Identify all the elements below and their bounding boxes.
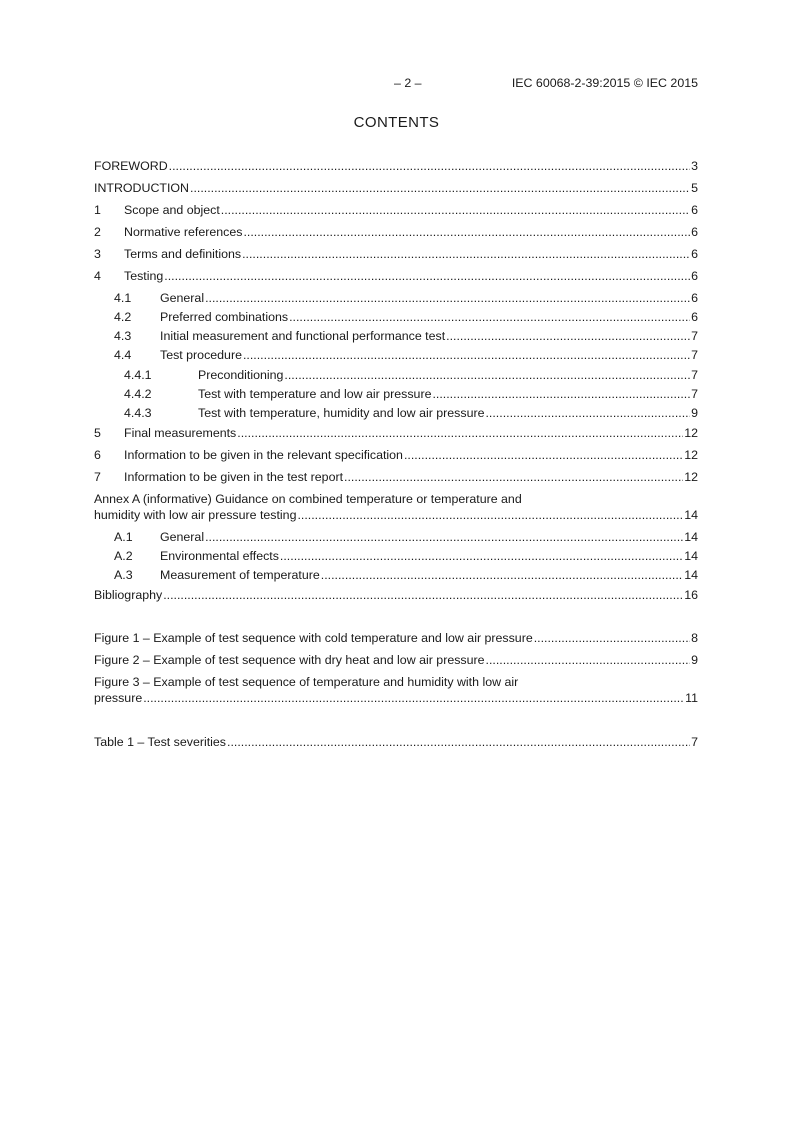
toc-entry-page: 12 bbox=[684, 470, 698, 484]
toc-entry-page: 9 bbox=[691, 406, 698, 420]
toc-leader-dots bbox=[143, 690, 684, 706]
page-number: – 2 – bbox=[394, 76, 422, 90]
toc-entry-foreword[interactable] bbox=[94, 158, 698, 174]
toc-entry-page: 7 bbox=[691, 348, 698, 362]
toc-entry-title: Bibliography bbox=[94, 588, 163, 602]
toc-entry-number: 4.1 bbox=[114, 291, 132, 305]
figure-entry-page: 9 bbox=[691, 653, 698, 667]
toc-entry-test-report[interactable] bbox=[94, 469, 698, 485]
list-of-tables-entry-1[interactable] bbox=[94, 734, 698, 750]
toc-entry-test-temperature-low-pressure[interactable] bbox=[124, 386, 698, 402]
toc-entry-number: 4 bbox=[94, 269, 101, 283]
toc-entry-number: 1 bbox=[94, 203, 101, 217]
toc-entry-title: humidity with low air pressure testing bbox=[94, 508, 297, 522]
toc-entry-title: Information to be given in the relevant specification bbox=[124, 448, 403, 462]
toc-entry-page: 7 bbox=[691, 368, 698, 382]
toc-entry-page: 14 bbox=[684, 549, 698, 563]
toc-leader-dots bbox=[205, 529, 683, 545]
toc-leader-dots bbox=[486, 652, 691, 668]
toc-entry-title: Information to be given in the test report bbox=[124, 470, 344, 484]
toc-entry-scope[interactable] bbox=[94, 202, 698, 218]
toc-entry-title: Environmental effects bbox=[160, 549, 279, 563]
toc-entry-page: 12 bbox=[684, 448, 698, 462]
toc-leader-dots bbox=[485, 405, 690, 421]
toc-entry-bibliography[interactable] bbox=[94, 587, 698, 603]
toc-entry-number: A.3 bbox=[114, 568, 133, 582]
toc-entry-number: 6 bbox=[94, 448, 101, 462]
table-entry-title: Table 1 – Test severities bbox=[94, 735, 227, 749]
page-header bbox=[94, 76, 698, 92]
document-reference: IEC 60068-2-39:2015 © IEC 2015 bbox=[511, 76, 698, 90]
toc-leader-dots bbox=[190, 180, 690, 196]
toc-entry-title: Scope and object bbox=[124, 203, 220, 217]
toc-entry-page: 6 bbox=[691, 203, 698, 217]
toc-entry-page: 14 bbox=[684, 508, 698, 522]
figure-entry-title: pressure bbox=[94, 691, 143, 705]
toc-entry-page: 5 bbox=[691, 181, 698, 195]
toc-entry-page: 7 bbox=[691, 329, 698, 343]
toc-entry-page: 3 bbox=[691, 159, 698, 173]
toc-entry-final-measurements[interactable] bbox=[94, 425, 698, 441]
toc-entry-terms[interactable] bbox=[94, 246, 698, 262]
toc-leader-dots bbox=[404, 447, 683, 463]
toc-entry-page: 7 bbox=[691, 387, 698, 401]
toc-leader-dots bbox=[284, 367, 690, 383]
toc-entry-preconditioning[interactable] bbox=[124, 367, 698, 383]
toc-entry-normative-references[interactable] bbox=[94, 224, 698, 240]
toc-entry-page: 6 bbox=[691, 269, 698, 283]
toc-entry-page: 6 bbox=[691, 225, 698, 239]
toc-leader-dots bbox=[446, 328, 690, 344]
toc-entry-preferred-combinations[interactable] bbox=[114, 309, 698, 325]
toc-leader-dots bbox=[205, 290, 690, 306]
toc-entry-number: A.2 bbox=[114, 549, 133, 563]
toc-leader-dots bbox=[344, 469, 683, 485]
toc-leader-dots bbox=[163, 587, 683, 603]
toc-entry-number: 4.3 bbox=[114, 329, 132, 343]
toc-entry-general[interactable] bbox=[114, 290, 698, 306]
toc-entry-title: Normative references bbox=[124, 225, 243, 239]
toc-entry-annex-a-line1[interactable]: Annex A (informative) Guidance on combined temperature or temperature and bbox=[94, 492, 522, 506]
toc-entry-number: 4.4 bbox=[114, 348, 132, 362]
toc-leader-dots bbox=[221, 202, 690, 218]
toc-leader-dots bbox=[237, 425, 683, 441]
toc-leader-dots bbox=[289, 309, 690, 325]
toc-entry-page: 6 bbox=[691, 291, 698, 305]
toc-entry-environmental-effects[interactable] bbox=[114, 548, 698, 564]
page-title: CONTENTS bbox=[353, 114, 440, 131]
toc-entry-number: 3 bbox=[94, 247, 101, 261]
list-of-figures-entry-3-line1[interactable]: Figure 3 – Example of test sequence of temperature and humidity with low air bbox=[94, 675, 519, 689]
toc-entry-annex-a[interactable] bbox=[94, 507, 698, 523]
toc-entry-page: 12 bbox=[684, 426, 698, 440]
toc-entry-test-temperature-humidity[interactable] bbox=[124, 405, 698, 421]
toc-leader-dots bbox=[169, 158, 690, 174]
toc-leader-dots bbox=[297, 507, 683, 523]
toc-entry-page: 6 bbox=[691, 247, 698, 261]
list-of-figures-entry-1[interactable] bbox=[94, 630, 698, 646]
toc-leader-dots bbox=[534, 630, 690, 646]
toc-entry-number: 7 bbox=[94, 470, 101, 484]
toc-entry-page: 16 bbox=[684, 588, 698, 602]
toc-leader-dots bbox=[243, 347, 690, 363]
toc-entry-number: 4.4.2 bbox=[124, 387, 152, 401]
toc-entry-page: 14 bbox=[684, 530, 698, 544]
toc-leader-dots bbox=[164, 268, 690, 284]
list-of-figures-entry-3[interactable] bbox=[94, 690, 698, 706]
toc-entry-number: 4.2 bbox=[114, 310, 132, 324]
toc-entry-test-procedure[interactable] bbox=[114, 347, 698, 363]
toc-entry-number: 2 bbox=[94, 225, 101, 239]
toc-leader-dots bbox=[321, 567, 683, 583]
list-of-figures-entry-2[interactable] bbox=[94, 652, 698, 668]
toc-entry-title: Preconditioning bbox=[198, 368, 284, 382]
toc-entry-title: INTRODUCTION bbox=[94, 181, 189, 195]
toc-entry-annex-general[interactable] bbox=[114, 529, 698, 545]
toc-entry-relevant-specification[interactable] bbox=[94, 447, 698, 463]
toc-entry-title: Test procedure bbox=[160, 348, 242, 362]
toc-entry-title: General bbox=[160, 291, 205, 305]
figure-entry-title: Figure 1 – Example of test sequence with cold temperature and low air pressure bbox=[94, 631, 533, 645]
figure-entry-title: Figure 2 – Example of test sequence with dry heat and low air pressure bbox=[94, 653, 485, 667]
toc-entry-number: 4.4.1 bbox=[124, 368, 152, 382]
toc-entry-title: Measurement of temperature bbox=[160, 568, 320, 582]
toc-leader-dots bbox=[280, 548, 683, 564]
toc-entry-initial-measurement[interactable] bbox=[114, 328, 698, 344]
figure-entry-page: 11 bbox=[685, 691, 698, 705]
toc-entry-page: 6 bbox=[691, 310, 698, 324]
toc-entry-testing[interactable] bbox=[94, 268, 698, 284]
toc-leader-dots bbox=[432, 386, 690, 402]
table-entry-page: 7 bbox=[691, 735, 698, 749]
toc-entry-number: 5 bbox=[94, 426, 101, 440]
toc-entry-number: 4.4.3 bbox=[124, 406, 152, 420]
toc-entry-page: 14 bbox=[684, 568, 698, 582]
toc-leader-dots bbox=[242, 246, 690, 262]
toc-entry-title: General bbox=[160, 530, 205, 544]
toc-entry-title: Test with temperature, humidity and low air pressure bbox=[198, 406, 485, 420]
toc-entry-title: Testing bbox=[124, 269, 164, 283]
toc-entry-title: Test with temperature and low air pressure bbox=[198, 387, 432, 401]
toc-entry-number: A.1 bbox=[114, 530, 133, 544]
toc-leader-dots bbox=[227, 734, 690, 750]
toc-entry-title: Final measurements bbox=[124, 426, 237, 440]
toc-entry-title: Initial measurement and functional performance test bbox=[160, 329, 446, 343]
toc-entry-measurement-of-temperature[interactable] bbox=[114, 567, 698, 583]
figure-entry-page: 8 bbox=[691, 631, 698, 645]
toc-entry-title: Preferred combinations bbox=[160, 310, 289, 324]
toc-entry-introduction[interactable] bbox=[94, 180, 698, 196]
toc-entry-title: Terms and definitions bbox=[124, 247, 242, 261]
toc-entry-title: FOREWORD bbox=[94, 159, 168, 173]
toc-leader-dots bbox=[243, 224, 690, 240]
